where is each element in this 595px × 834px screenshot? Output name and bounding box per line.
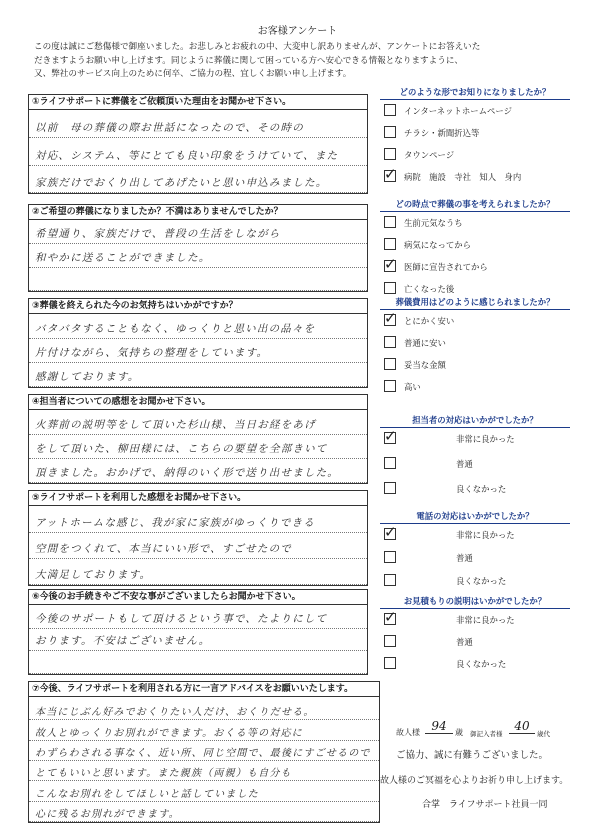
- question-box-4: [28, 394, 368, 484]
- option-checkbox[interactable]: [384, 282, 396, 294]
- handwritten-answer-line: おります。不安はございません。: [35, 635, 211, 648]
- option-checkbox[interactable]: [384, 238, 396, 250]
- title-underline: [380, 608, 570, 609]
- intro-text: この度は誠にご愁傷様で御座いました。お悲しみとお疲れの中、大変申し訳ありませんが、アンケートにお答えいた だきますようお願い申し上げます。同じように葬儀に関して困っている方へ安心できる情報となりますように、 又、弊社のサービス向上のために何卒、ご協力の程、宜しくお願い申し上げます。: [34, 42, 481, 79]
- thanks-text: ご協力、誠に有難うございました。: [396, 750, 549, 761]
- question-1-header: ①ライフサポートに葬儀をご依頼頂いた理由をお聞かせ下さい。: [29, 95, 367, 110]
- deceased-label: 故人様: [396, 728, 420, 737]
- option-label: チラシ・新聞折込等: [404, 128, 480, 138]
- option-label: インターネットホームページ: [404, 106, 512, 116]
- handwritten-answer-line: 希望通り、家族だけで、普段の生活をしながら: [35, 228, 281, 241]
- option-checkbox[interactable]: [384, 336, 396, 348]
- handwritten-answer-line: 火葬前の説明等をして頂いた杉山様、当日お経をあげ: [35, 419, 316, 431]
- right-section-title-text: 担当者の対応はいかがでしたか？: [412, 415, 538, 425]
- answer-rule: [29, 558, 367, 559]
- handwritten-answer-line: 本当にじぶん好みでおくりたい人だけ、おくりだせる。: [35, 707, 315, 719]
- handwritten-answer-line: をして頂いた、柳田様には、こちらの要望を全部きいて: [35, 443, 328, 455]
- check-mark-icon: ✓: [384, 309, 397, 327]
- handwritten-answer-line: 和やかに送ることができました。: [35, 251, 211, 264]
- writer-age-unit: 歳代: [537, 730, 550, 738]
- option-label: 亡くなった後: [404, 284, 455, 294]
- handwritten-answer-line: アットホームな感じ、我が家に家族がゆっくりできる: [35, 517, 315, 529]
- option-label: とにかく安い: [404, 316, 455, 326]
- answer-rule: [29, 780, 379, 781]
- option-label: 病気になってから: [404, 240, 471, 250]
- answer-rule: [29, 532, 367, 533]
- option-checkbox[interactable]: [384, 148, 396, 160]
- option-label: 非常に良かった: [456, 434, 515, 444]
- check-mark-icon: ✓: [384, 165, 397, 183]
- answer-rule: [29, 673, 367, 674]
- option-label: 妥当な金額: [404, 360, 446, 370]
- handwritten-answer-line: こんなお別れをしてほしいと話していました: [35, 788, 259, 800]
- question-box-3: [28, 298, 368, 388]
- option-checkbox[interactable]: [384, 482, 396, 494]
- answer-rule: [29, 760, 379, 761]
- answer-rule: [29, 740, 379, 741]
- answer-rule: [29, 165, 367, 166]
- handwritten-answer-line: 以前 母の葬儀の際お世話になったので、その時の: [35, 122, 304, 135]
- question-7-header: ⑦今後、ライフサポートを利用される方に一言アドバイスをお願いいたします。: [29, 682, 379, 697]
- option-checkbox[interactable]: [384, 574, 396, 586]
- handwritten-answer-line: とてもいいと思います。また親族（両親）も自分も: [35, 768, 292, 780]
- option-checkbox[interactable]: [384, 551, 396, 563]
- check-mark-icon: ✓: [384, 255, 397, 273]
- answer-rule: [29, 650, 367, 651]
- writer-label: 御記入者様: [470, 730, 503, 738]
- option-label: 生前元気なうち: [404, 218, 463, 228]
- option-checkbox[interactable]: [384, 358, 396, 370]
- answer-rule: [29, 482, 367, 483]
- option-label: 普通: [456, 637, 473, 647]
- answer-rule: [29, 719, 379, 720]
- question-box-5: [28, 490, 368, 586]
- option-label: 良くなかった: [456, 484, 507, 494]
- option-checkbox[interactable]: [384, 216, 396, 228]
- question-box-1: [28, 94, 368, 194]
- option-checkbox[interactable]: [384, 126, 396, 138]
- check-mark-icon: ✓: [384, 427, 397, 445]
- option-label: 病院 施設 寺社 知人 身内: [404, 172, 522, 182]
- option-label: 非常に良かった: [456, 615, 515, 625]
- option-checkbox[interactable]: [384, 104, 396, 116]
- option-label: 普通: [456, 553, 473, 563]
- right-section-title-text: どのような形でお知りになりましたか？: [399, 87, 551, 97]
- deceased-age-unit: 歳: [455, 728, 463, 737]
- handwritten-answer-line: 家族だけでおくり出してあげたいと思い申込みました。: [35, 177, 328, 189]
- handwritten-answer-line: わずらわされる事なく、近い所、同じ空間で、最後にすごせるので: [35, 748, 371, 759]
- question-4-header: ④担当者についての感想をお聞かせ下さい。: [29, 395, 367, 410]
- answer-rule: [29, 338, 367, 339]
- option-label: 高い: [404, 382, 421, 392]
- title-underline: [380, 309, 570, 310]
- handwritten-answer-line: バタバタすることもなく、ゆっくりと思い出の品々を: [35, 323, 316, 335]
- option-label: 医師に宣告されてから: [404, 262, 488, 272]
- right-section-title-text: 葬儀費用はどのように感じられましたか？: [395, 297, 555, 307]
- right-section-title: [370, 510, 580, 524]
- right-section-title-text: お見積もりの説明はいかがでしたか？: [403, 596, 547, 606]
- right-section-title: [370, 86, 580, 100]
- option-label: 普通に安い: [404, 338, 446, 348]
- answer-rule: [29, 192, 367, 193]
- right-section-title: [370, 296, 580, 310]
- title-underline: [380, 427, 570, 428]
- answer-rule: [29, 584, 367, 585]
- handwritten-answer-line: 対応、システム、等にとても良い印象をうけていて、また: [35, 149, 339, 162]
- right-section-title-text: 電話の対応はいかがでしたか？: [416, 511, 534, 521]
- handwritten-answer-line: 心に残るお別れができます。: [35, 809, 180, 820]
- deceased-age: 94: [425, 719, 453, 734]
- handwritten-answer-line: 故人とゆっくりお別れができます。おくる等の対応に: [35, 727, 303, 739]
- question-2-header: ②ご希望の葬儀になりましたか？不満はありませんでしたか？: [29, 205, 367, 220]
- option-label: 良くなかった: [456, 576, 507, 586]
- check-mark-icon: ✓: [384, 608, 397, 626]
- option-checkbox[interactable]: [384, 635, 396, 647]
- answer-rule: [29, 243, 367, 244]
- handwritten-answer-line: 頂きました。おかげで、納得のいく形で送り出せました。: [35, 467, 339, 479]
- signature-text: 合掌 ライフサポート社員一同: [422, 800, 548, 810]
- right-section-title: [370, 198, 580, 212]
- answer-rule: [29, 137, 367, 138]
- answer-rule: [29, 362, 367, 363]
- title-underline: [380, 211, 570, 212]
- answer-rule: [29, 434, 367, 435]
- handwritten-answer-line: 感謝しております。: [35, 371, 140, 383]
- writer-age: 40: [509, 719, 535, 734]
- option-label: タウンページ: [404, 150, 455, 160]
- question-box-7: [28, 681, 380, 823]
- title-underline: [380, 523, 570, 524]
- option-label: 非常に良かった: [456, 530, 515, 540]
- handwritten-answer-line: 片付けながら、気持ちの整理をしています。: [35, 347, 269, 359]
- question-6-header: ⑥今後のお手続きやご不安な事がございましたらお聞かせ下さい。: [29, 590, 367, 605]
- prayer-text: 故人様のご冥福を心よりお祈り申し上げます。: [380, 776, 569, 786]
- right-section-title: [370, 414, 580, 428]
- handwritten-answer-line: 空間をつくれて、本当にいい形で、すごせたので: [35, 543, 292, 555]
- option-checkbox[interactable]: [384, 380, 396, 392]
- answer-rule: [29, 267, 367, 268]
- title-underline: [380, 99, 570, 100]
- option-checkbox[interactable]: [384, 457, 396, 469]
- question-box-2: [28, 204, 368, 292]
- page-title: お客様アンケート: [257, 26, 338, 37]
- right-section-title: [370, 595, 580, 609]
- handwritten-answer-line: 大満足しております。: [35, 569, 152, 581]
- answer-rule: [29, 821, 379, 822]
- answer-rule: [29, 386, 367, 387]
- answer-rule: [29, 801, 379, 802]
- answer-rule: [29, 290, 367, 291]
- answer-rule: [29, 458, 367, 459]
- question-box-6: [28, 589, 368, 675]
- check-mark-icon: ✓: [384, 523, 397, 541]
- handwritten-answer-line: 今後のサポートもして頂けるという事で、たよりにして: [35, 612, 328, 625]
- question-3-header: ③葬儀を終えられた今のお気持ちはいかがですか？: [29, 299, 367, 314]
- right-section-title-text: どの時点で葬儀の事を考えられましたか？: [395, 199, 555, 209]
- option-label: 良くなかった: [456, 659, 507, 669]
- answer-rule: [29, 628, 367, 629]
- question-5-header: ⑤ライフサポートを利用した感想をお聞かせ下さい。: [29, 491, 367, 506]
- option-checkbox[interactable]: [384, 657, 396, 669]
- option-label: 普通: [456, 459, 473, 469]
